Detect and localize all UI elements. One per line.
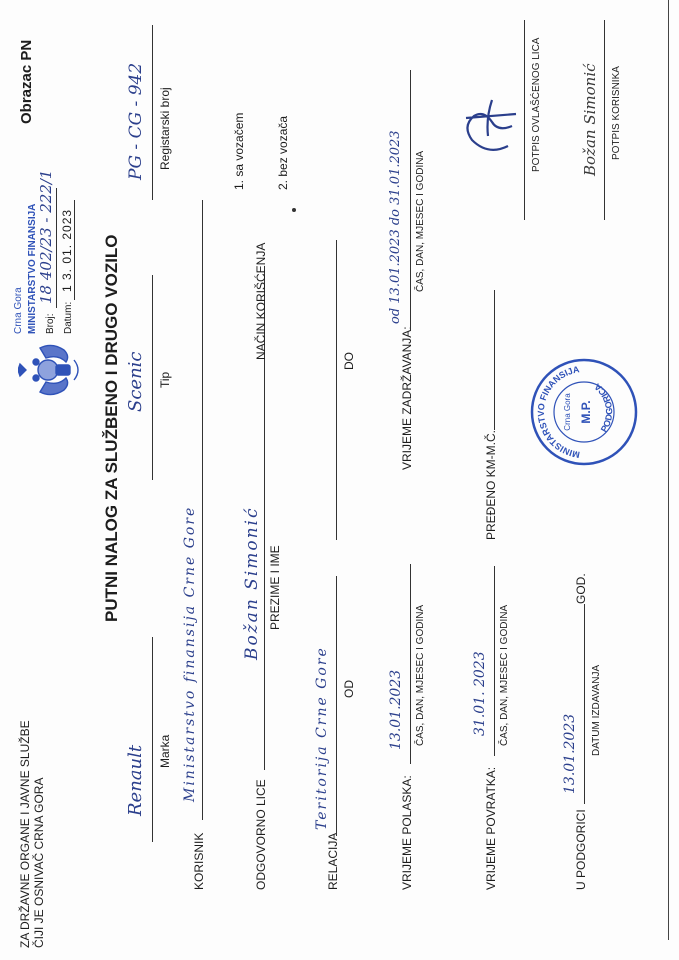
povratak-line [494,566,495,756]
reg-line [152,25,153,200]
ministry-stamp [528,356,640,468]
nacin-option-1: 1. sa vozačem [232,112,246,190]
polazak-value: 13.01.2023 [388,669,404,750]
ministry-broj-value: 18 402/23 - 222/1 [37,169,55,304]
korisnik-signature: Božan Simonić [581,63,599,176]
tip-label: Tip [158,371,172,388]
zadrzavanje-value: od 13.01.2023 do 31.01.2023 [388,130,403,324]
header-line-2: ČIJI JE OSNIVAČ CRNA GORA [32,777,46,948]
form-code: Obrazac PN [18,39,35,124]
povratak-sub-label: ČAS, DAN, MJESEC I GODINA [499,604,510,746]
izdavanje-prefix: U PODGORICI [574,809,588,890]
form-title: PUTNI NALOG ZA SLUŽBENO I DRUGO VOZILO [102,234,121,622]
odgovorno-sub-label: PREZIME I IME [268,545,282,630]
ovlasceni-signature [458,86,522,166]
reg-label: Registarski broj [158,87,172,170]
ovlasceni-label: POTPIS OVLAŠĆENOG LICA [531,37,542,172]
polazak-line [410,564,411,764]
header-line-1: ZA DRŽAVNE ORGANE I JAVNE SLUŽBE [18,720,32,948]
polazak-sub-label: ČAS, DAN, MJESEC I GODINA [415,604,426,746]
povratak-value: 31.01. 2023 [472,651,488,736]
korisnik-value: Ministarstvo finansija Crne Gore [182,505,198,802]
tip-value: Scenic [125,351,146,412]
stamp-ring-top: Crna Gora [563,393,572,431]
korisnik-sig-label: POTPIS KORISNIKA [611,66,622,160]
stamp-center: M.P. [579,400,593,424]
relacija-value: Teritorija Crne Gore [314,646,330,830]
marka-label: Marka [158,734,172,768]
reg-value: PG - CG - 942 [126,62,146,180]
ministry-broj-label: Broj: [45,313,56,334]
korisnik-label: KORISNIK [192,832,206,890]
izdavanje-sub-label: DATUM IZDAVANJA [591,664,602,756]
relacija-od-line [336,576,337,836]
datum-line [74,200,75,300]
korisnik-sig-line [604,20,605,220]
izdavanje-line [584,604,585,804]
korisnik-line [202,200,203,820]
predjeno-label: PREĐENO KM-M.Č. [484,429,498,540]
odgovorno-value: Božan Simonić [242,506,262,660]
zadrzavanje-line [410,70,411,330]
relacija-od-label: OD [342,680,356,698]
broj-line [56,188,57,308]
coat-of-arms-icon [18,340,88,400]
povratak-label: VRIJEME POVRATKA: [484,766,498,890]
nacin-option-2: 2. bez vozača [276,115,290,190]
ministry-datum-label: Datum: [63,301,74,334]
relacija-label: RELACIJA [326,832,340,890]
ministry-datum-value: 1 3. 01. 2023 [60,208,74,292]
stamp-ring-mid: MINISTARSTVO FINANSIJA [535,364,581,460]
ovlasceni-line [524,20,525,220]
nacin-label: NAČIN KORIŠĆENJA [254,242,268,360]
relacija-do-line [336,240,337,540]
marka-line [152,637,153,842]
zadrzavanje-label: VRIJEME ZADRŽAVANJA: [400,326,414,470]
polazak-label: VRIJEME POLASKA: [400,775,414,890]
izdavanje-value: 13.01.2023 [562,713,578,794]
relacija-do-label: DO [342,352,356,370]
svg-text:PODGORICA [592,381,614,434]
ministry-country: Crna Gora [13,287,24,334]
zadrzavanje-sub-label: ČAS, DAN, MJESEC I GODINA [415,150,426,292]
stamp-ring-bottom: PODGORICA [592,381,615,434]
odgovorno-label: ODGOVORNO LICE [254,779,268,890]
ministry-name: MINISTARSTVO FINANSIJA [27,203,38,334]
predjeno-line [494,290,495,430]
marka-value: Renault [125,744,146,816]
tip-line [152,275,153,480]
izdavanje-suffix: GOD. [574,573,588,604]
option-mark [292,208,296,212]
